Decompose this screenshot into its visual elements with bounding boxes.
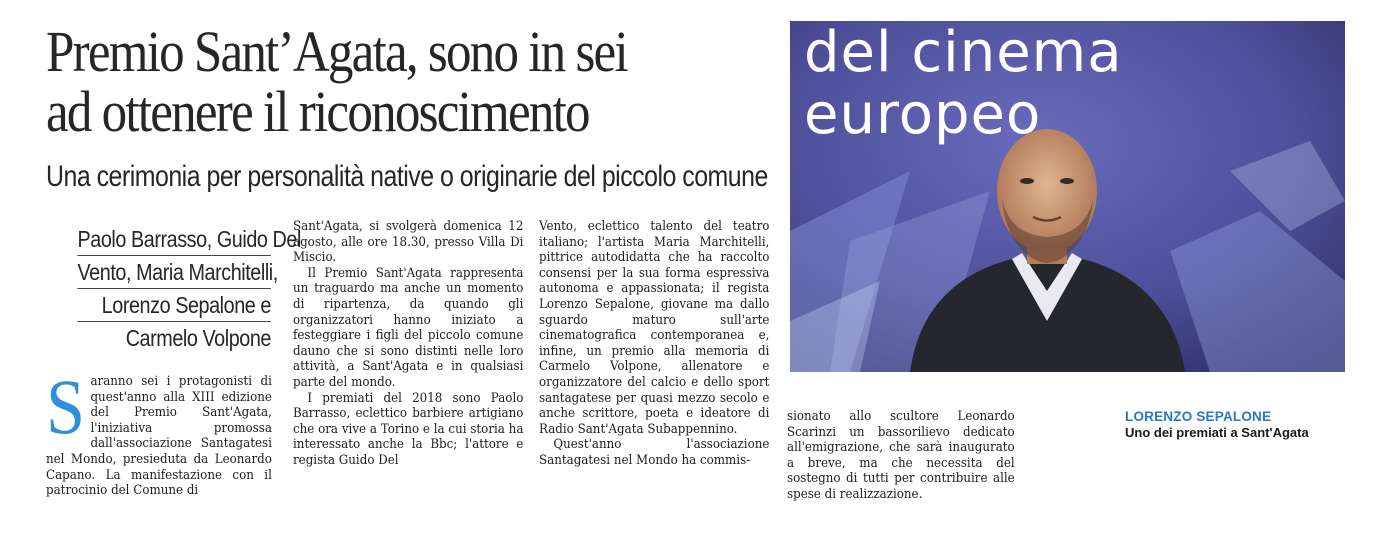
article-column-2 bbox=[293, 219, 523, 469]
article-photo bbox=[790, 21, 1345, 372]
article-paragraph: sionato allo scultore Leonardo Scarinzi un bassorilievo dedicato all'emigrazione, che sarà inaugurato a breve, ma che necessita del sostegno di tutti per contribuire alle spese di realizzazione. bbox=[787, 409, 1015, 502]
article-paragraph: I premiati del 2018 sono Paolo Barrasso, eclettico barbiere artigiano che ora vive a Torino e la cui storia ha interessato anche la Bbc; l'attore e regista Guido Del bbox=[293, 390, 524, 468]
headline bbox=[46, 19, 680, 144]
photo-caption-text: del cinema bbox=[804, 21, 1123, 85]
summary-line: Vento, Maria Marchitelli, bbox=[78, 256, 272, 289]
summary-line: Lorenzo Sepalone e bbox=[78, 289, 272, 322]
summary-line: Paolo Barrasso, Guido Del bbox=[78, 223, 272, 256]
article-paragraph: Quest'anno l'associazione Santagatesi nel Mondo ha commis- bbox=[539, 437, 770, 468]
article-paragraph: Il Premio Sant'Agata rappresenta un traguardo ma anche un momento di ripartenza, da quando gli organizzatori hanno iniziato a festeggiare i figli del piccolo comune dauno che si sono distinti nelle loro attività, a Sant'Agata e in qualsiasi parte del mondo. bbox=[293, 265, 524, 390]
photo-caption-text: europeo bbox=[804, 82, 1042, 147]
caption-description: Uno dei premiati a Sant'Agata bbox=[1125, 425, 1309, 440]
caption-name: LORENZO SEPALONE bbox=[1125, 409, 1272, 424]
photo-caption bbox=[1125, 409, 1309, 441]
summary-box bbox=[46, 223, 301, 354]
summary-line: Carmelo Volpone bbox=[125, 325, 271, 351]
article-column-4 bbox=[787, 409, 1015, 503]
subheadline: Una cerimonia per personalità native o originarie del piccolo comune bbox=[46, 160, 768, 193]
article-column-1 bbox=[46, 363, 272, 499]
headline-line-1: Premio Sant’Agata, sono in sei bbox=[46, 19, 627, 84]
drop-cap: S bbox=[46, 363, 86, 450]
headline-line-2: ad ottenere il riconoscimento bbox=[46, 79, 589, 144]
article-paragraph: aranno sei i protagonisti di quest'anno alla XIII edizione del Premio Sant'Agata, l'iniziativa promossa dall'associazione Santagatesi nel Mondo, presieduta da Leonardo Capano. La manifestazione con il patrocinio del Comune di bbox=[46, 374, 272, 499]
article-column-3 bbox=[539, 219, 769, 469]
article-paragraph: Vento, eclettico talento del teatro italiano; l'artista Maria Marchitelli, pittrice autodidatta che ha raccolto consensi per la sua forma espressiva autonoma e appassionata; il regista Lorenzo Sepalone, giovane ma dallo sguardo maturo sull'arte cinematografica contemporanea e, infine, un premio alla memoria di Carmelo Volpone, allenatore e organizzatore del calcio e dello sport santagatese per quasi mezzo secolo e anche scrittore, poeta e ideatore di Radio Sant'Agata Subappennino. bbox=[539, 219, 770, 437]
article-paragraph: Sant'Agata, si svolgerà domenica 12 agosto, alle ore 18.30, presso Villa Di Miscio. bbox=[293, 219, 524, 266]
